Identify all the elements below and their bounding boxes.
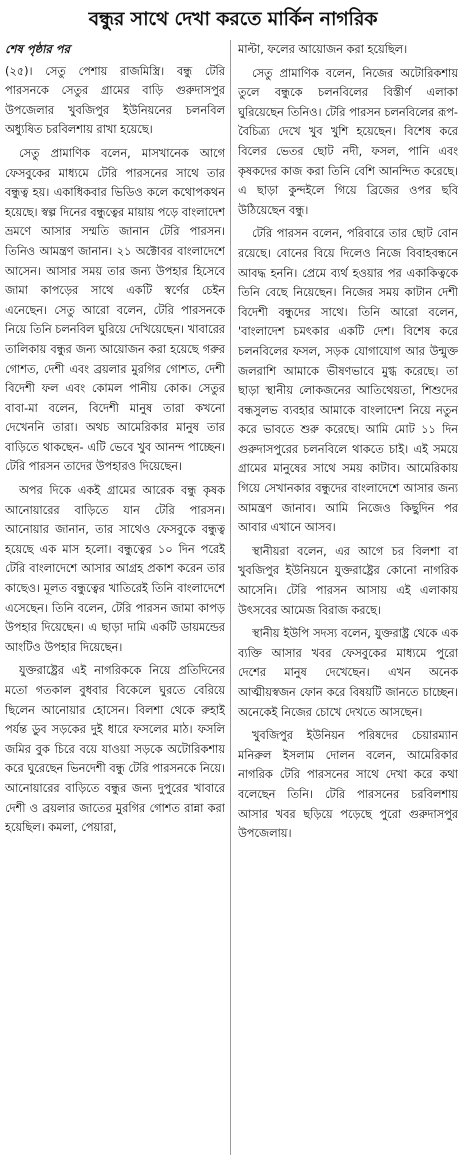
- paragraph: সেতু প্রামাণিক বলেন, নিজের অটোরিকশায় তুলে বন্ধুকে চলনবিলের বিস্তীর্ণ এলাকা ঘুরিয়েছেন তিনিও। টেরি পারসন চলনবিলের রূপ-বৈচিত্র্য দেখে খুব খুশি হয়েছেন। বিশেষ করে বিলের ভেতর ছোট নদী, ফসল, পানি এবং কৃষকদের কাজ করা তিনি বেশি আনন্দিত করেছে। এ ছাড়া কুন্দইলে গিয়ে ব্রিজের ওপর ছবি উঠিয়েছেন বন্ধু।: [238, 66, 458, 217]
- paragraph: স্থানীয় ইউপি সদস্য বলেন, যুক্তরাষ্ট্র থেকে এক ব্যক্তি আসার খবর ফেসবুকের মাধ্যমে পুরো দেশের মানুষ দেখেছেন। এখন অনেক আত্মীয়স্বজন ফোন করে বিষয়টি জানতে চাচ্ছেন। অনেকেই নিজের চোখে দেখতে আসছেন।: [238, 627, 458, 719]
- paragraph: খুবজিপুর ইউনিয়ন পরিষদের চেয়ারম্যান মনিরুল ইসলাম দোলন বলেন, আমেরিকার নাগরিক টেরি পারসনের সাথে দেখা করে কথা বলেছেন তিনি। টেরি পারসনের চরবিলশায় আসার খবর ছড়িয়ে পড়েছে পুরো গুরুদাসপুর উপজেলায়।: [238, 729, 458, 841]
- paragraph: (২৫)। সেতু পেশায় রাজমিস্ত্রি। বন্ধু টেরি পারসনকে সেতুর গ্রামের বাড়ি গুরুদাসপুর উপজেলার খুবজিপুর ইউনিয়নের চলনবিল অধ্যুষিত চরবিলশায় রাখা হয়েছে।: [5, 64, 225, 137]
- headline: বন্ধুর সাথে দেখা করতে মার্কিন নাগরিক: [88, 8, 378, 30]
- paragraph: মাল্টা, ফলের আয়োজন করা হয়েছিল।: [238, 43, 408, 56]
- paragraph: স্থানীয়রা বলেন, এর আগে চর বিলশা বা খুবজিপুর ইউনিয়নে যুক্তরাষ্ট্রের কোনো নাগরিক আসেনি। টেরি পারসন আসায় এই এলাকায় উৎসবের আমেজ বিরাজ করছে।: [238, 544, 458, 617]
- right-column: [238, 40, 458, 1110]
- paragraph: টেরি পারসন বলেন, পরিবারে তার ছোট বোন রয়েছে। বোনের বিয়ে দিলেও নিজে বিবাহবন্ধনে আবদ্ধ হননি। প্রেমে ব্যর্থ হওয়ার পর একাকিত্বকে তিনি বেছে নিয়েছেন। নিজের সময় কাটান দেশী বিদেশী বন্ধুদের সাথে। তিনি আরো বলেন, 'বাংলাদেশ চমৎকার একটি দেশ। বিশেষ করে চলনবিলের ফসল, সড়ক যোগাযোগ আর উন্মুক্ত জলরাশি আমাকে ভীষণভাবে মুগ্ধ করেছে। তা ছাড়া স্থানীয় লোকজনের আতিথেয়তা, শিশুদের বন্ধসুলভ ব্যবহার আমাকে বাংলাদেশ নিয়ে নতুন করে ভাবতে শুরু করেছে। আমি মোট ১১ দিন গুরুদাসপুরের চলনবিলে থাকতে চাই। এই সময়ে গ্রামের মানুষের সাথে সময় কাটাব। আমেরিকায় গিয়ে সেখানকার বন্ধুদের বাংলাদেশে আসার জন্য আমন্ত্রণ জানাব। আমি নিজেও কিছুদিন পর আবার এখানে আসব।: [238, 227, 458, 535]
- column-divider: [230, 40, 231, 1155]
- continuation-kicker: শেষ পৃষ্ঠার পর: [5, 42, 70, 56]
- paragraph: সেতু প্রামাণিক বলেন, মাসখানেক আগে ফেসবুকের মাধ্যমে টেরি পারসনের সাথে তার বন্ধুত্ব হয়। একাধিকবার ভিডিও কলে কথোপকথন হয়েছে। স্বল্প দিনের বন্ধুত্বের মায়ায় পড়ে বাংলাদেশ ভ্রমণে আসার সম্মতি জানান টেরি পারসন। তিনিও আমন্ত্রণ জানান। ২১ অক্টোবর বাংলাদেশে আসেন। আসার সময় তার জন্য উপহার হিসেবে জামা কাপড়ের সাথে একটি স্বর্ণের চেইন এনেছেন। সেতু আরো বলেন, টেরি পারসনকে নিয়ে তিনি চলনবিল ঘুরিয়ে দেখিয়েছেন। খাবারের তালিকায় বন্ধুর জন্য আয়োজন করা হয়েছে গরুর গোশত, দেশী এবং ব্রয়লার মুরগির গোশত, দেশী বিদেশী ফল এবং কোমল পানীয় কোক। সেতুর বাবা-মা বলেন, বিদেশী মানুষ তারা কখনো দেখেননি তারা। অথচ আমেরিকার মানুষ তার বাড়িতে থাকছেন- এটি ভেবে খুব আনন্দ পাচ্ছেন। টেরি পারসন তাদের উপহারও দিয়েছেন।: [5, 146, 225, 474]
- left-column: [5, 40, 225, 1155]
- paragraph: যুক্তরাষ্ট্রের এই নাগরিককে নিয়ে প্রতিদিনের মতো গতকাল বুধবার বিকেলে ঘুরতে বেরিয়ে ছিলেন আনোয়ার হোসেন। বিলশা থেকে রুহাই পর্যন্ত ডুব সড়কের দুই ধারে ফসলের মাঠ। ফসলি জমির বুক চিরে বয়ে যাওয়া সড়কে অটোরিকশায় করে ঘুরেছেন ভিনদেশী বন্ধু টেরি পারসনকে নিয়ে। আনোয়ারের বাড়িতে বন্ধুর জন্য দুপুরের খাবারে দেশী ও ব্রয়লার জাতের মুরগির গোশত রান্না করা হয়েছিল। কমলা, পেয়ারা,: [5, 664, 225, 835]
- paragraph: অপর দিকে একই গ্রামের আরেক বন্ধু কৃষক আনোয়ারের বাড়িতে যান টেরি পারসন। আনোয়ার জানান, তার সাথেও ফেসবুকে বন্ধুত্ব হয়েছে এক মাস হলো। বন্ধুত্বের ১০ দিন পরেই টেরি বাংলাদেশে আসার আগ্রহ প্রকাশ করেন তার কাছেও। মূলত বন্ধুত্বের খাতিরেই তিনি বাংলাদেশে এসেছেন। তিনি বলেন, টেরি পারসন জামা কাপড় উপহার দিয়েছেন। এ ছাড়া দামি একটি ডায়মন্ডের আংটিও উপহার দিয়েছেন।: [5, 484, 225, 654]
